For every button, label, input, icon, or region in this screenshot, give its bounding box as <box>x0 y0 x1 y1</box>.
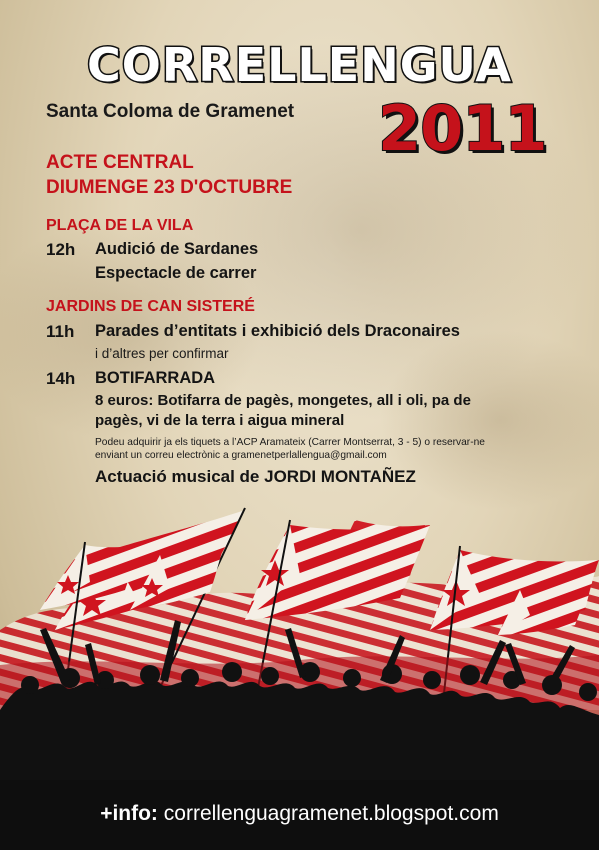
footer-url[interactable]: correllenguagramenet.blogspot.com <box>163 802 499 825</box>
poster-year: 2011 <box>378 92 547 165</box>
poster-subtitle: Santa Coloma de Gramenet <box>46 101 295 122</box>
flags-crowd-illustration <box>0 480 599 780</box>
venue1-item2: Espectacle de carrer <box>95 264 257 282</box>
poster-title: CORRELLENGUA <box>87 38 512 92</box>
venue2-item1: Parades d’entitats i exhibició dels Draconaires <box>95 322 460 340</box>
date-heading: DIUMENGE 23 D'OCTUBRE <box>46 177 293 198</box>
venue1-heading: PLAÇA DE LA VILA <box>46 217 194 234</box>
act-heading: ACTE CENTRAL <box>46 152 194 173</box>
footer-bar <box>0 780 599 850</box>
venue2-time1: 11h <box>46 322 75 341</box>
ticket-line1: Podeu adquirir ja els tiquets a l’ACP Aramateix (Carrer Montserrat, 3 - 5) o reservar-ne <box>95 437 485 448</box>
menu-line1: 8 euros: Botifarra de pagès, mongetes, all i oli, pa de <box>95 392 471 409</box>
venue1-time: 12h <box>46 240 76 259</box>
ticket-line2: enviant un correu electrònic a gramenetperlallengua@gmail.com <box>95 450 387 461</box>
menu-line2: pagès, vi de la terra i aigua mineral <box>95 412 345 429</box>
venue2-heading: JARDINS DE CAN SISTERÉ <box>46 298 255 315</box>
venue1-item1: Audició de Sardanes <box>95 240 259 258</box>
venue2-item1-note: i d’altres per confirmar <box>95 346 229 361</box>
venue2-item2: BOTIFARRADA <box>95 369 216 387</box>
venue2-time2: 14h <box>46 369 76 388</box>
footer-info <box>0 802 599 826</box>
footer-label: +info: <box>100 802 158 825</box>
concert-line: Actuació musical de JORDI MONTAÑEZ <box>95 467 416 486</box>
